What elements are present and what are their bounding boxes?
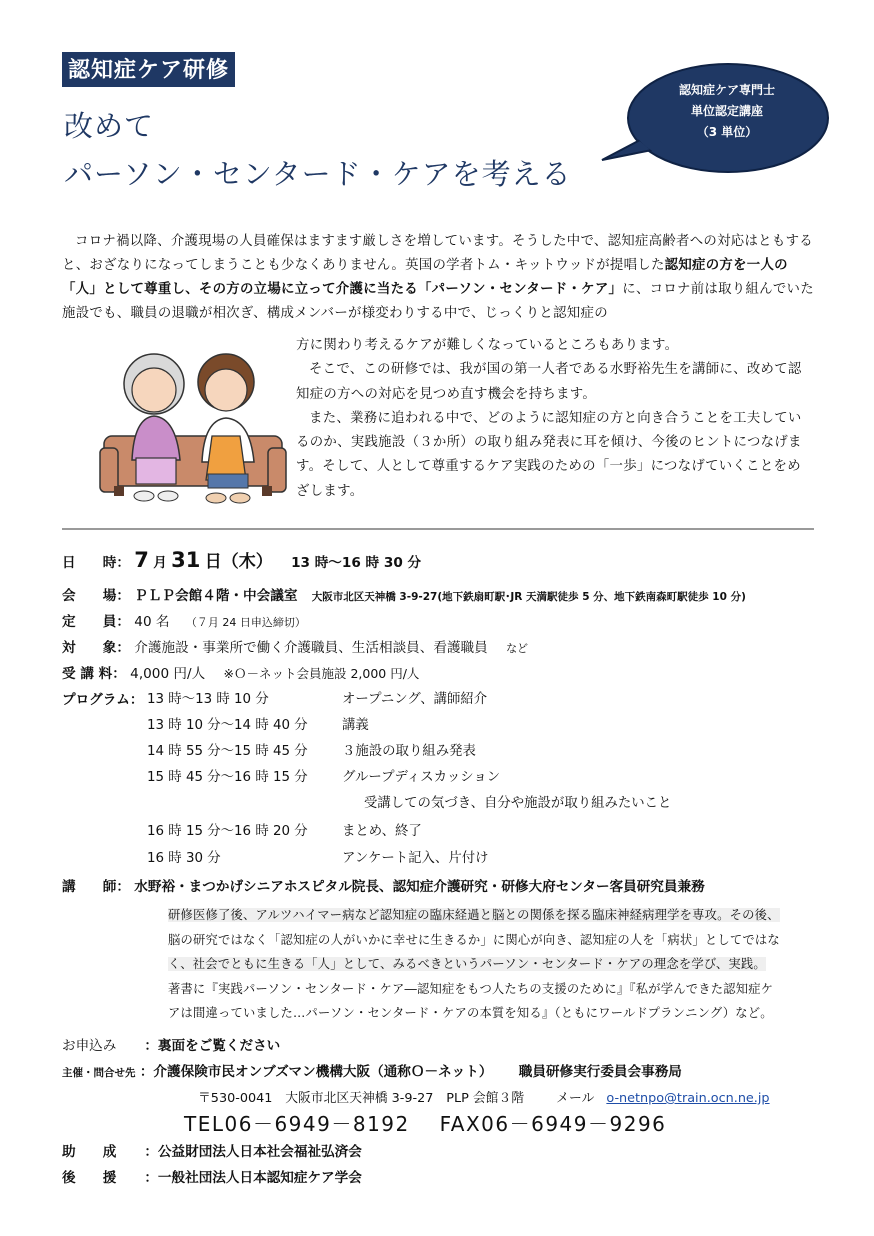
intro-p2: そこで、この研修では、我が国の第一人者である水野裕先生を講師に、改めて認知症の方への対応を見つめ直す機会を持ちます。: [296, 362, 802, 402]
fee: 4,000 円/人: [130, 666, 206, 682]
lecturer-row: [62, 875, 705, 895]
fee-note: ※Ｏ－ネット会員施設 2,000 円/人: [223, 666, 420, 681]
support-row: [62, 1166, 362, 1186]
capacity-note: （７月 24 日申込締切）: [185, 616, 306, 629]
fax: FAX06－6949－9296: [439, 1112, 667, 1136]
org-label: 主催・問合せ先: [62, 1067, 136, 1079]
org-row: [62, 1060, 682, 1080]
address: 〒530-0041 大阪市北区天神橋 3-9-27 PLP 会館３階: [198, 1091, 525, 1106]
grant-label: 助 成: [62, 1144, 117, 1160]
capacity-label: 定 員：: [62, 614, 130, 630]
org-office: 職員研修実行委員会事務局: [518, 1064, 682, 1080]
mail-label: メール: [556, 1091, 595, 1106]
tel-fax-row: [184, 1108, 666, 1137]
program-time: 14 時 55 分〜15 時 45 分: [147, 744, 308, 759]
intro-right-text: [296, 334, 814, 504]
bubble-line3: （3 単位）: [696, 125, 758, 139]
fee-label: 受 講 料：: [62, 666, 126, 682]
program-time: 16 時 30 分: [147, 851, 221, 866]
venue-address: 大阪市北区天神橋 3-9-27(地下鉄扇町駅･JR 天満駅徒歩 5 分、地下鉄南森町駅徒歩 10 分): [311, 591, 746, 603]
support: ：一般社団法人日本認知症ケア学会: [144, 1170, 362, 1186]
program-time: 16 時 15 分〜16 時 20 分: [147, 824, 308, 839]
apply-row: [62, 1034, 280, 1054]
program-desc: まとめ、終了: [342, 824, 422, 839]
intro-p3: また、業務に追われる中で、どのように認知症の方と向き合うことを工夫しているのか、実践施設（３か所）の取り組み発表に耳を傾け、今後のヒントにつなげます。そして、人として尊重するケア実践のための「一歩」につなげていくことをめざします。: [296, 410, 802, 499]
program-desc: グループディスカッション: [342, 770, 501, 785]
intro-p1-bold: 認知症の方を一人の「人」として尊重し、その方の立場に立って介護に当たる「パーソン・センタード・ケア」: [62, 258, 788, 297]
target-label: 対 象：: [62, 640, 130, 656]
date-row: [62, 547, 421, 572]
capacity-row: [62, 610, 306, 630]
program-time: 13 時 10 分〜14 時 40 分: [147, 718, 308, 733]
lecturer-label: 講 師：: [62, 879, 130, 895]
program-time: 15 時 45 分〜16 時 15 分: [147, 770, 308, 785]
address-row: [198, 1087, 770, 1106]
program-desc: アンケート記入、片付け: [342, 851, 489, 866]
date-day-unit: 日（木）: [204, 552, 273, 572]
bubble-text: [652, 80, 802, 143]
intro-p1-a: コロナ禍以降、介護現場の人員確保はますます厳しさを増しています。そうした中で、認知症高齢者への対応はともすると、おざなりになってしまうことも少なくありません。英国の学者トム・キットウッドが提唱した: [62, 234, 813, 273]
date-month-unit: 月: [153, 555, 167, 571]
program-desc: ３施設の取り組み発表: [342, 744, 476, 759]
program-label-row: [62, 688, 143, 708]
venue-row: [62, 584, 746, 604]
org: ：介護保険市民オンブズマン機構大阪（通称Ｏ－ネット）: [139, 1064, 493, 1080]
bio-line: 脳の研究ではなく「認知症の人がいかに幸せに生きるか」に関心が向き、認知症の人を「病状」としてではな: [168, 932, 780, 947]
date-label: 日 時：: [62, 555, 130, 571]
date-time: 13 時〜16 時 30 分: [291, 555, 422, 571]
lecturer: 水野裕・まつかげシニアホスピタル院長、認知症介護研究・研修大府センター客員研究員兼務: [134, 879, 705, 895]
target-row: [62, 636, 528, 656]
bubble-line2: 単位認定講座: [690, 104, 763, 118]
page-title-line1: 改めて: [64, 109, 155, 143]
mail-link[interactable]: o-netnpo@train.ocn.ne.jp: [606, 1091, 770, 1106]
grant-row: [62, 1140, 362, 1160]
intro-p1-b: に、コロナ前は取り組んでいた施設でも、職員の退職が相次ぎ、構成メンバーが様変わりする中で、じっくりと認知症の: [62, 282, 814, 321]
divider: [62, 528, 814, 530]
fee-row: [62, 662, 419, 682]
tel: TEL06－6949－8192: [184, 1112, 410, 1136]
category-tag: 認知症ケア研修: [62, 52, 235, 87]
capacity: 40 名: [134, 614, 170, 630]
page-title-line2: パーソン・センタード・ケアを考える: [64, 157, 572, 191]
date-month: 7: [134, 548, 149, 572]
target: 介護施設・事業所で働く介護職員、生活相談員、看護職員: [134, 640, 488, 656]
bubble-line1: 認知症ケア専門士: [678, 83, 775, 97]
apply-label: お申込み: [62, 1038, 117, 1054]
program-desc: オープニング、講師紹介: [342, 692, 488, 707]
support-label: 後 援: [62, 1170, 117, 1186]
bio-line: 著書に『実践パーソン・センタード・ケア―認知症をもつ人たちの支援のために』『私が学んできた認知症ケ: [168, 981, 774, 996]
caregiver-elder-illustration-icon: [98, 340, 288, 510]
intro-text: [62, 230, 814, 326]
bio-line: アは間違っていました…パーソン・センタード・ケアの本質を知る』（ともにワールドプランニング）など。: [168, 1006, 773, 1021]
intro-p1-c: 方に関わり考えるケアが難しくなっているところもあります。: [296, 338, 679, 353]
bio-line: 研修医修了後、アルツハイマー病など認知症の臨床経過と脳との関係を探る臨床神経病理学を専攻。その後、: [168, 908, 780, 922]
program-time: 13 時〜13 時 10 分: [147, 692, 269, 707]
venue-label: 会 場：: [62, 588, 130, 604]
program-desc: 講義: [342, 718, 369, 733]
grant: ：公益財団法人日本社会福祉弘済会: [144, 1144, 362, 1160]
venue: ＰＬＰ会館４階・中会議室: [134, 588, 298, 604]
apply: ：裏面をご覧ください: [144, 1038, 281, 1054]
program-desc-sub: 受講しての気づき、自分や施設が取り組みたいこと: [364, 796, 672, 811]
program-label: プログラム：: [62, 692, 144, 708]
date-day: 31: [171, 548, 201, 572]
lecturer-bio: [168, 903, 814, 1026]
target-note: など: [506, 642, 529, 655]
bio-line: く、社会でともに生きる「人」として、みるべきというパーソン・センタード・ケアの理念を学び、実践。: [168, 957, 766, 972]
